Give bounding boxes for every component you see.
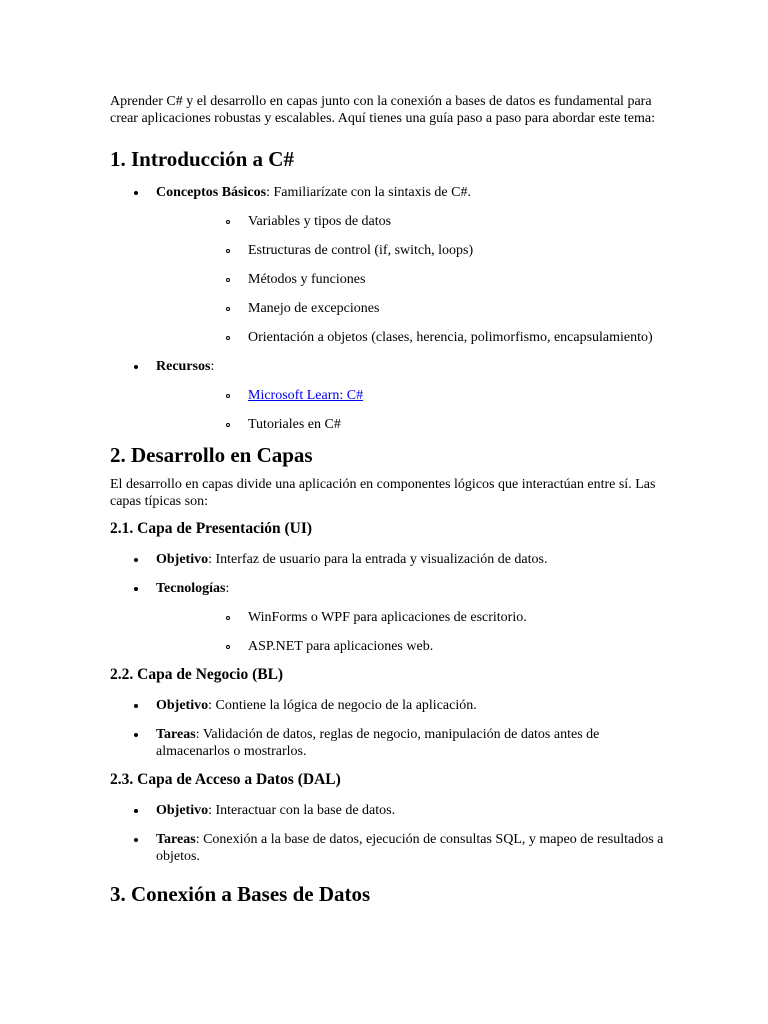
paragraph-desarrollo-capas: El desarrollo en capas divide una aplicación en componentes lógicos que interactúan entre sí. Las capas típicas son: [110, 477, 656, 509]
sublist-conceptos [156, 213, 670, 346]
label-objetivo: Objetivo [156, 698, 209, 713]
text-objetivo: : Contiene la lógica de negocio de la aplicación. [208, 698, 477, 713]
list-capa-negocio [110, 697, 670, 760]
text-tareas: : Validación de datos, reglas de negocio, manipulación de datos antes de almacenarlos o mostrarlos. [156, 727, 600, 759]
heading-capa-negocio: 2.2. Capa de Negocio (BL) [110, 666, 284, 683]
text-objetivo: : Interfaz de usuario para la entrada y visualización de datos. [208, 552, 548, 567]
sublist-item: Tutoriales en C# [156, 416, 670, 433]
text-conceptos-basicos: : Familiarízate con la sintaxis de C#. [266, 185, 471, 200]
document-content [110, 93, 670, 907]
text-tareas: : Conexión a la base de datos, ejecución de consultas SQL, y mapeo de resultados a objetos. [156, 832, 664, 864]
microsoft-learn-link[interactable]: Microsoft Learn: C# [248, 388, 364, 403]
sublist-item: ASP.NET para aplicaciones web. [156, 638, 670, 655]
list-item-recursos [110, 358, 670, 433]
text-objetivo: : Interactuar con la base de datos. [208, 803, 396, 818]
sublist-item-link [156, 387, 670, 404]
list-item-objetivo [110, 802, 670, 819]
list-item-objetivo [110, 551, 670, 568]
heading-desarrollo-capas: 2. Desarrollo en Capas [110, 443, 313, 467]
list-capa-presentacion [110, 551, 670, 655]
list-capa-acceso-datos [110, 802, 670, 865]
list-item-tareas [110, 726, 670, 760]
heading-capa-acceso-datos: 2.3. Capa de Acceso a Datos (DAL) [110, 771, 341, 788]
list-item-conceptos [110, 184, 670, 346]
list-item-objetivo [110, 697, 670, 714]
sublist-item: Orientación a objetos (clases, herencia, polimorfismo, encapsulamiento) [156, 329, 670, 346]
label-conceptos-basicos: Conceptos Básicos [156, 185, 267, 200]
heading-introduccion-csharp: 1. Introducción a C# [110, 147, 294, 171]
list-item-tecnologias [110, 580, 670, 655]
label-objetivo: Objetivo [156, 803, 209, 818]
sublist-item: WinForms o WPF para aplicaciones de escritorio. [156, 609, 670, 626]
sublist-item: Estructuras de control (if, switch, loops) [156, 242, 670, 259]
sublist-item: Métodos y funciones [156, 271, 670, 288]
text-tecnologias: : [225, 581, 230, 596]
sublist-recursos [156, 387, 670, 433]
intro-paragraph: Aprender C# y el desarrollo en capas junto con la conexión a bases de datos es fundamental para crear aplicaciones robustas y escalables. Aquí tienes una guía paso a paso para abordar este tema: [110, 94, 656, 126]
heading-capa-presentacion: 2.1. Capa de Presentación (UI) [110, 520, 313, 537]
label-tareas: Tareas [156, 727, 196, 742]
heading-conexion-bases-datos: 3. Conexión a Bases de Datos [110, 882, 371, 906]
label-tareas: Tareas [156, 832, 196, 847]
text-recursos: : [210, 359, 215, 374]
sublist-item: Manejo de excepciones [156, 300, 670, 317]
sublist-tecnologias [156, 609, 670, 655]
label-objetivo: Objetivo [156, 552, 209, 567]
list-introduccion [110, 184, 670, 433]
label-tecnologias: Tecnologías [156, 581, 226, 596]
sublist-item: Variables y tipos de datos [156, 213, 670, 230]
label-recursos: Recursos [156, 359, 211, 374]
list-item-tareas [110, 831, 670, 865]
